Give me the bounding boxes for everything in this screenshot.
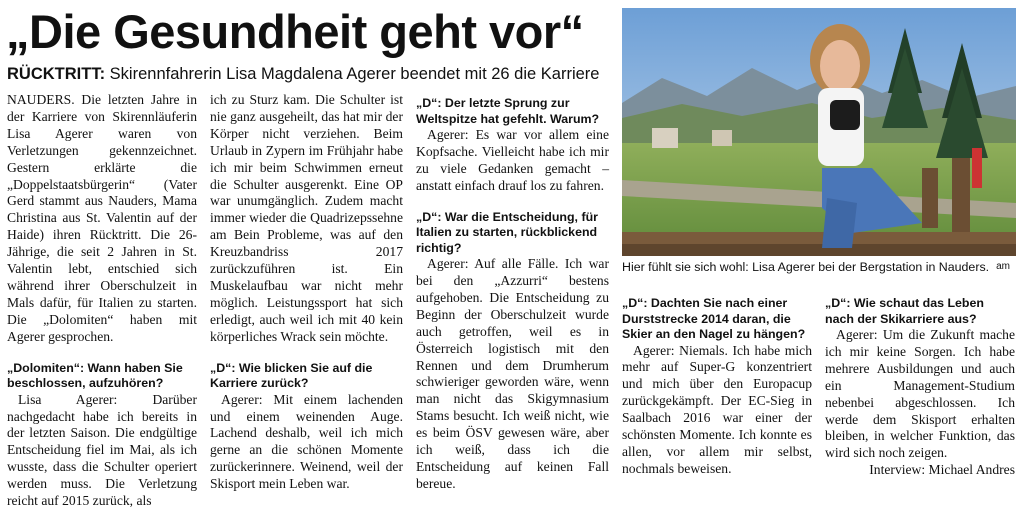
photo-illustration: [622, 8, 1016, 256]
photo-lisa-agerer: [622, 8, 1016, 256]
interview-credit: Interview: Michael Andres: [869, 462, 1015, 478]
question-4: „D“: War die Entscheidung, für Italien zu starten, rückblickend richtig?: [416, 209, 598, 255]
kicker: RÜCKTRITT:: [7, 65, 106, 83]
subheadline: [7, 63, 612, 85]
question-6: „D“: Wie schaut das Leben nach der Skikarriere aus?: [825, 296, 984, 326]
answer-4: Agerer: Auf alle Fälle. Ich war bei den „Azzurri“ bestens aufgehoben. Die Entscheidung zu Beginn der Oberschulzeit wurde auch getroffen, weil es in Österreich logistisch mit den Rennen und dem Drumherum schwieriger geworden wäre, wenn man nicht das Skigymnasium Stams besucht. Ich weiß nicht, wie es beim ÖSV gewesen wäre, aber ich weiß, dass ich die Entscheidung auf keinen Fall bereue.: [416, 256, 609, 491]
question-5: „D“: Dachten Sie nach einer Durststrecke 2014 daran, die Skier an den Nagel zu hängen?: [622, 296, 806, 341]
question-2: „D“: Wie blicken Sie auf die Karriere zurück?: [210, 360, 373, 391]
answer-1-continued: ich zu Sturz kam. Die Schulter ist nie ganz ausgeheilt, das hat mir der Körper nicht verziehen. Beim Urlaub in Zypern im Frühjahr habe ich mir beim Schwimmen erneut die Schulter ausgerenkt. Eine OP war unumgänglich. Zudem macht immer wieder die Quadrizepssehne am Bein Probleme, was auf den Kreuzbandriss 2017 zurückzuführen ist. Ein Muskelaufbau war nicht mehr möglich. Leistungssport hat sich erledigt, auch weil ich mit 40 kein körperliches Wrack sein möchte.: [210, 92, 403, 344]
photo-credit: am: [996, 261, 1010, 272]
column-3: [416, 92, 609, 493]
answer-6: Agerer: Um die Zukunft mache ich mir keine Sorgen. Ich habe mehrere Ausbildungen und auch ein Management-Studium nebenbei abgeschlossen. Ich werde dem Skisport erhalten bleiben, in welcher Funktion, das wird sich noch zeigen.: [825, 327, 1015, 461]
column-5: [825, 296, 1015, 479]
answer-3: Agerer: Es war vor allem eine Kopfsache. Vielleicht habe ich mir zu viele Gedanken gemacht – anstatt einfach drauf los zu fahren.: [416, 127, 609, 193]
column-4: [622, 296, 812, 478]
intro-paragraph: NAUDERS. Die letzten Jahre in der Karriere von Skirennläuferin Lisa Agerer waren von Verletzungen gekennzeichnet. Gestern erklärte die „Doppelstaatsbürgerin“ (Vater Gerd stammt aus Nauders, Mama Christina aus St. Valentin auf der Haide) ihren Rücktritt. Die 26-Jährige, die seit 2 Jahren in St. Valentin lebt, entschied sich während ihrer Oberschulzeit in Mals dafür, für Italien zu starten. Die „Dolomiten“ haben mit Agerer gesprochen.: [7, 92, 197, 344]
answer-2: Agerer: Mit einem lachenden und einem weinenden Auge. Lachend deshalb, weil ich mich gerne an die schönen Momente zurückerinnere. Weinend, weil der Skisport mein Leben war.: [210, 391, 403, 492]
question-3: „D“: Der letzte Sprung zur Weltspitze hat gefehlt. Warum?: [416, 96, 600, 126]
column-2: [210, 92, 403, 493]
headline: „Die Gesundheit geht vor“: [6, 5, 584, 58]
subheadline-text: Skirennfahrerin Lisa Magdalena Agerer beendet mit 26 die Karriere: [109, 65, 600, 83]
column-1: [7, 92, 197, 510]
question-1: „Dolomiten“: Wann haben Sie beschlossen, aufzuhören?: [7, 360, 183, 391]
answer-5: Agerer: Niemals. Ich habe mich mehr auf Super-G konzentriert und mich über den Europacup zurückgekämpft. Der EC-Sieg in Saalbach 2016 war einer der schönsten Momente. Ich konnte es allen, vor allem mir selbst, nochmals beweisen.: [622, 342, 812, 476]
answer-1: Lisa Agerer: Darüber nachgedacht habe ich bereits in der letzten Saison. Die endgültige Entscheidung fiel im Mai, als ich wusste, dass die Schulter operiert werden muss. Die Verletzung reicht auf 2015 zurück, als: [7, 391, 197, 509]
photo-caption: [622, 259, 1016, 275]
photo-caption-text: Hier fühlt sie sich wohl: Lisa Agerer bei der Bergstation in Nauders.: [622, 260, 990, 274]
